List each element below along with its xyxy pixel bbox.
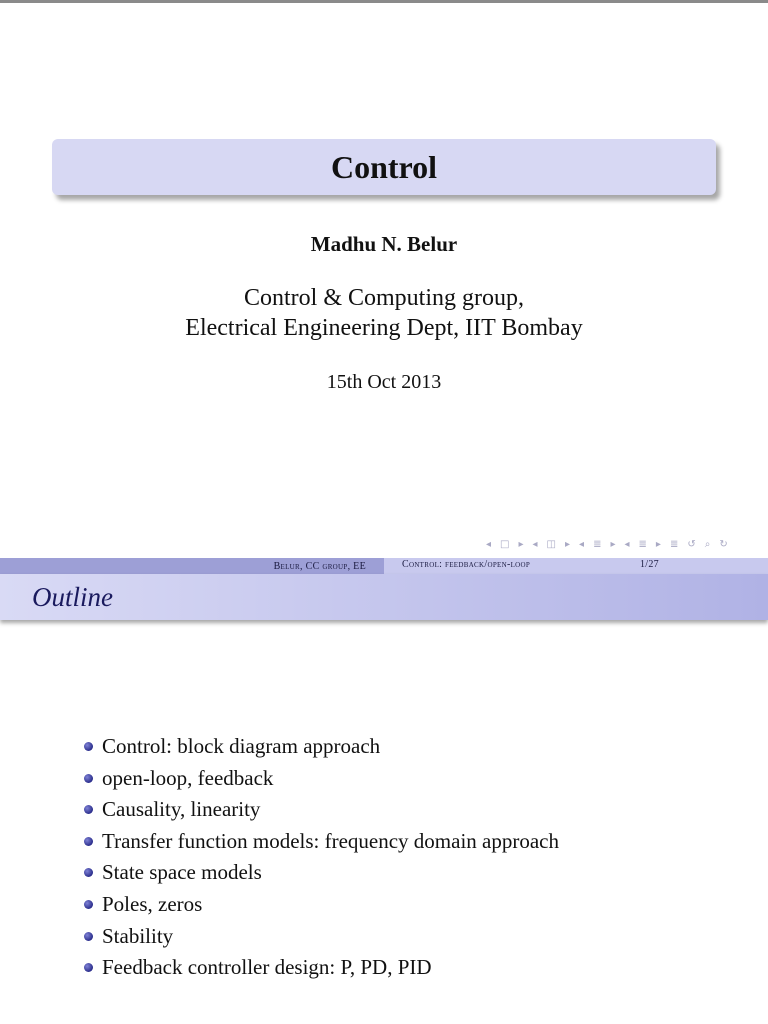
- nav-search-icon[interactable]: ⌕: [704, 539, 711, 550]
- list-item-text: Transfer function models: frequency domain approach: [102, 828, 560, 853]
- bullet-icon: [84, 774, 93, 783]
- list-item: [84, 857, 559, 889]
- list-item-text: Poles, zeros: [102, 891, 203, 916]
- nav-next-frame-icon[interactable]: ▸: [565, 539, 571, 550]
- bullet-icon: [84, 805, 93, 814]
- nav-slide-icon[interactable]: □: [500, 539, 510, 550]
- list-item: [84, 921, 559, 953]
- list-item: [84, 763, 559, 795]
- bullet-icon: [84, 963, 93, 972]
- footline-title: [384, 558, 768, 574]
- nav-back-icon[interactable]: ↺: [687, 539, 696, 550]
- list-item-text: State space models: [102, 860, 262, 885]
- footline-author-text: Belur, CC group, EE: [273, 560, 366, 572]
- nav-prev-section-icon[interactable]: ◂: [624, 539, 630, 550]
- list-item: [84, 952, 559, 984]
- nav-section-icon[interactable]: ≣: [638, 539, 647, 550]
- bullet-icon: [84, 868, 93, 877]
- navigation-symbols: [486, 539, 766, 553]
- frame-title-bar: [0, 574, 768, 620]
- bullet-icon: [84, 932, 93, 941]
- nav-forward-icon[interactable]: ↻: [719, 539, 728, 550]
- nav-next-subsection-icon[interactable]: ▸: [610, 539, 616, 550]
- list-item: [84, 826, 559, 858]
- list-item-text: Causality, linearity: [102, 797, 261, 822]
- footline-short-title: Control: feedback/open-loop: [402, 559, 531, 570]
- institution-line-2: Electrical Engineering Dept, IIT Bombay: [185, 315, 583, 341]
- nav-frame-icon[interactable]: ◫: [546, 539, 556, 550]
- title-box: [52, 139, 716, 195]
- institution: [0, 283, 768, 343]
- list-item-text: Control: block diagram approach: [102, 734, 381, 758]
- nav-next-slide-icon[interactable]: ▸: [518, 539, 524, 550]
- nav-prev-frame-icon[interactable]: ◂: [532, 539, 538, 550]
- nav-next-section-icon[interactable]: ▸: [655, 539, 661, 550]
- nav-subsection-icon[interactable]: ≣: [593, 539, 602, 550]
- list-item-text: open-loop, feedback: [102, 765, 274, 790]
- bullet-icon: [84, 837, 93, 846]
- nav-prev-subsection-icon[interactable]: ◂: [579, 539, 585, 550]
- list-item-text: Feedback controller design: P, PD, PID: [102, 955, 432, 980]
- list-item: [84, 889, 559, 921]
- nav-prev-slide-icon[interactable]: ◂: [486, 539, 492, 550]
- author-name: Madhu N. Belur: [310, 232, 458, 256]
- footline-author: [0, 558, 384, 574]
- frame-title: Outline: [32, 582, 113, 612]
- slide-title: Control: [330, 148, 438, 185]
- bullet-icon: [84, 742, 93, 751]
- list-item: [84, 731, 559, 763]
- bullet-icon: [84, 900, 93, 909]
- outline-list: [84, 731, 559, 984]
- footline: [0, 558, 768, 574]
- nav-document-icon[interactable]: ≣: [669, 539, 679, 550]
- list-item-text: Stability: [102, 923, 174, 948]
- institution-line-1: Control & Computing group,: [243, 285, 524, 311]
- list-item: [84, 794, 559, 826]
- footline-page-number: 1/27: [640, 559, 659, 570]
- presentation-date: 15th Oct 2013: [326, 371, 442, 393]
